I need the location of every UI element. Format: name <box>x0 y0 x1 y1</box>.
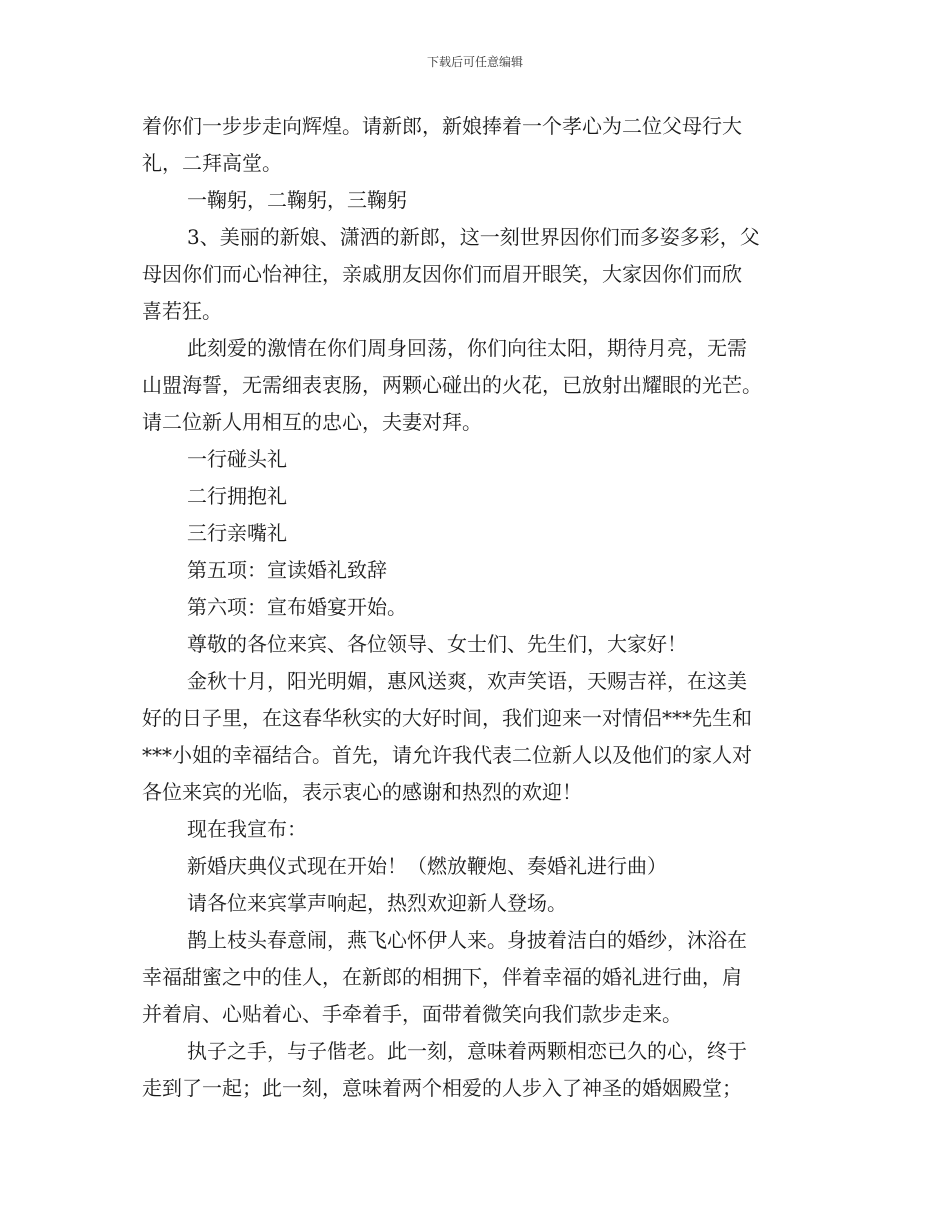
text-line: 第五项：宣读婚礼致辞 <box>187 558 387 582</box>
text-line: 并着肩、心贴着心、手牵着手，面带着微笑向我们款步走来。 <box>142 1002 682 1026</box>
text-line: 金秋十月，阳光明媚，惠风送爽，欢声笑语，天赐吉祥，在这美 <box>187 669 747 693</box>
text-line: 此刻爱的激情在你们周身回荡，你们向往太阳，期待月亮，无需 <box>187 336 747 360</box>
text-line: 三行亲嘴礼 <box>187 521 287 545</box>
text-line: 二行拥抱礼 <box>187 484 287 508</box>
text-line: 幸福甜蜜之中的佳人，在新郎的相拥下，伴着幸福的婚礼进行曲，肩 <box>142 965 742 989</box>
text-line: 各位来宾的光临，表示衷心的感谢和热烈的欢迎！ <box>142 780 582 804</box>
text-line: 走到了一起；此一刻，意味着两个相爱的人步入了神圣的婚姻殿堂； <box>142 1076 742 1100</box>
text-line: 一鞠躬，二鞠躬，三鞠躬 <box>187 188 407 212</box>
text-line: 好的日子里，在这春华秋实的大好时间，我们迎来一对情侣***先生和 <box>142 706 752 730</box>
document-body <box>142 108 812 1107</box>
page-header: 下载后可任意编辑 <box>426 55 523 69</box>
text-line: 请各位来宾掌声响起，热烈欢迎新人登场。 <box>187 891 567 915</box>
text-line: 鹊上枝头春意闹，燕飞心怀伊人来。身披着洁白的婚纱，沐浴在 <box>187 928 747 952</box>
text-line: 3、美丽的新娘、潇洒的新郎，这一刻世界因你们而多姿多彩，父 <box>187 225 760 249</box>
text-line: 尊敬的各位来宾、各位领导、女士们、先生们，大家好！ <box>187 632 687 656</box>
text-line: 请二位新人用相互的忠心，夫妻对拜。 <box>142 410 482 434</box>
text-line: 一行碰头礼 <box>187 447 287 471</box>
text-line: 着你们一步步走向辉煌。请新郎，新娘捧着一个孝心为二位父母行大 <box>142 114 742 138</box>
text-line: 第六项：宣布婚宴开始。 <box>187 595 407 619</box>
text-line: ***小姐的幸福结合。首先，请允许我代表二位新人以及他们的家人对 <box>142 743 752 767</box>
text-line: 执子之手，与子偕老。此一刻，意味着两颗相恋已久的心，终于 <box>187 1039 747 1063</box>
text-line: 新婚庆典仪式现在开始！（燃放鞭炮、奏婚礼进行曲） <box>187 854 667 878</box>
text-line: 礼，二拜高堂。 <box>142 151 282 175</box>
text-line: 喜若狂。 <box>142 299 222 323</box>
text-line: 山盟海誓，无需细表衷肠，两颗心碰出的火花，已放射出耀眼的光芒。 <box>142 373 762 397</box>
text-line: 母因你们而心怡神往，亲戚朋友因你们而眉开眼笑，大家因你们而欣 <box>142 262 742 286</box>
text-line: 现在我宣布： <box>187 817 307 841</box>
